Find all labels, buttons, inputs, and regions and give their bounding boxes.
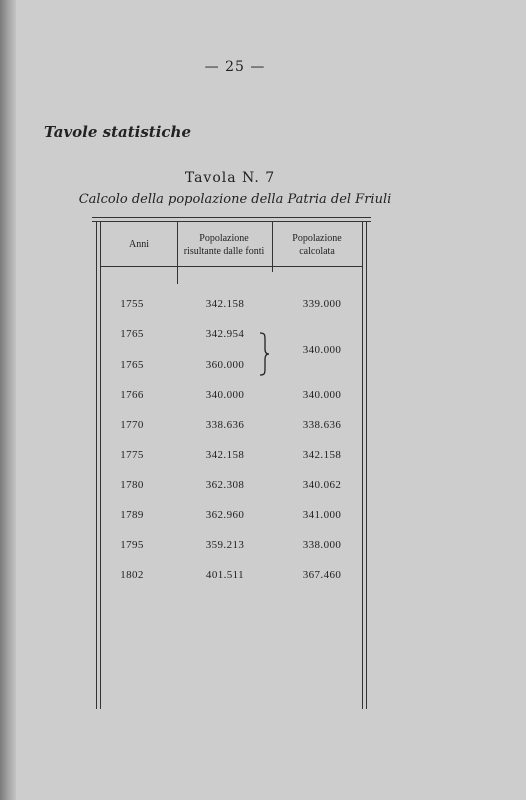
cell-anno: 1775 — [120, 449, 144, 461]
section-title: Tavole statistiche — [44, 123, 192, 141]
table-right-rule-inner — [362, 222, 363, 709]
header-anni: Anni — [129, 239, 149, 250]
cell-calcolata-merged: 340.000 — [302, 344, 342, 356]
cell-fonti: 401.511 — [205, 569, 245, 581]
table-caption: Calcolo della popolazione della Patria del Friuli — [78, 192, 392, 207]
cell-calcolata: 338.636 — [302, 419, 342, 431]
table-left-rule-inner — [100, 222, 101, 709]
header-bottom-rule — [101, 266, 362, 267]
curly-brace-icon — [257, 331, 271, 377]
cell-calcolata: 342.158 — [302, 449, 342, 461]
cell-calcolata: 338.000 — [302, 539, 342, 551]
cell-calcolata: 340.062 — [302, 479, 342, 491]
cell-anno: 1780 — [120, 479, 144, 491]
cell-fonti: 362.308 — [205, 479, 245, 491]
cell-anno: 1802 — [120, 569, 144, 581]
cell-calcolata: 339.000 — [302, 298, 342, 310]
cell-fonti: 359.213 — [205, 539, 245, 551]
cell-fonti: 342.954 — [205, 328, 245, 340]
cell-anno: 1766 — [120, 389, 144, 401]
cell-fonti: 362.960 — [205, 509, 245, 521]
cell-anno: 1789 — [120, 509, 144, 521]
cell-fonti: 342.158 — [205, 449, 245, 461]
header-calcolata-line2: calcolata — [299, 246, 335, 257]
page-binding-edge — [0, 0, 16, 800]
cell-anno: 1795 — [120, 539, 144, 551]
cell-fonti: 342.158 — [205, 298, 245, 310]
cell-fonti: 340.000 — [205, 389, 245, 401]
cell-fonti: 338.636 — [205, 419, 245, 431]
header-fonti-line1: Popolazione — [199, 233, 249, 244]
table-left-rule — [96, 222, 97, 709]
cell-calcolata: 341.000 — [302, 509, 342, 521]
table-right-rule — [366, 222, 367, 709]
table-top-rule-inner — [92, 221, 371, 222]
header-fonti-line2: risultante dalle fonti — [183, 246, 265, 257]
table-number: Tavola N. 7 — [184, 170, 276, 186]
cell-anno: 1765 — [120, 328, 144, 340]
cell-fonti: 360.000 — [205, 359, 245, 371]
cell-calcolata: 340.000 — [302, 389, 342, 401]
cell-anno: 1765 — [120, 359, 144, 371]
cell-anno: 1755 — [120, 298, 144, 310]
cell-calcolata: 367.460 — [302, 569, 342, 581]
header-calcolata-line1: Popolazione — [292, 233, 342, 244]
page-number: — 25 — — [204, 59, 266, 75]
table-top-rule — [92, 217, 371, 218]
cell-anno: 1770 — [120, 419, 144, 431]
